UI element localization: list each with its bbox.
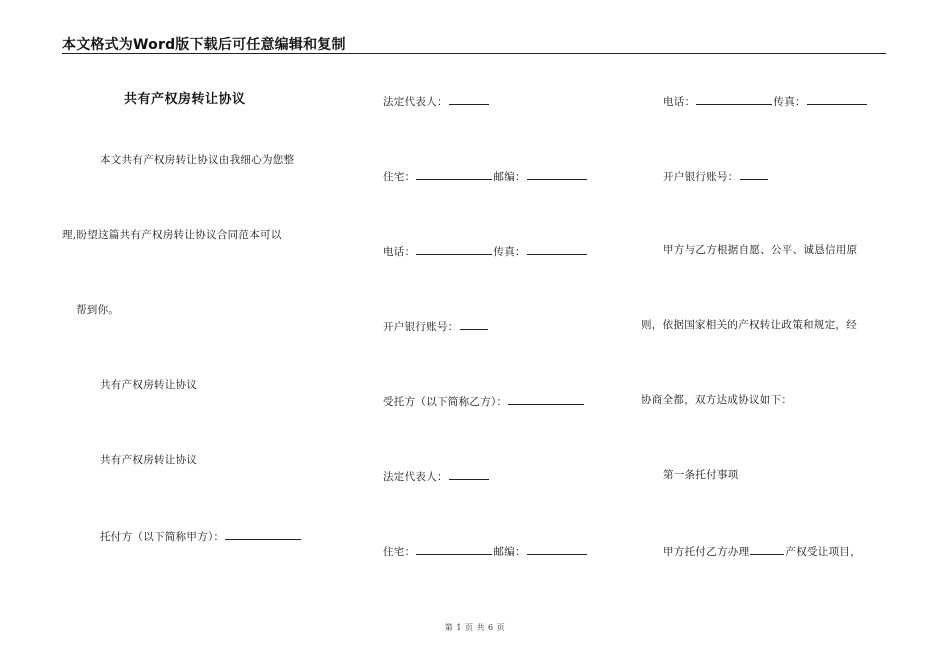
fax-label-2: 传真：	[773, 96, 806, 108]
party-a-line	[100, 528, 302, 544]
phone-line-1	[383, 243, 588, 259]
postcode-label-2: 邮编：	[493, 546, 526, 558]
clause-line-3: 协商全都，双方达成协议如下：	[641, 394, 793, 406]
legal-rep-line-1	[383, 93, 490, 109]
phone-blank-2	[696, 93, 772, 105]
phone-blank-1	[416, 243, 492, 255]
article-1-line	[663, 543, 861, 559]
postcode-blank-1	[527, 168, 587, 180]
party-b-line	[383, 393, 585, 409]
address-label-2: 住宅：	[383, 546, 416, 558]
bank-account-line-2	[663, 168, 769, 184]
article-1-text-b: 产权受让项目，	[785, 546, 862, 558]
phone-label-2: 电话：	[663, 96, 696, 108]
phone-label-1: 电话：	[383, 246, 416, 258]
legal-rep-label-1: 法定代表人：	[383, 96, 448, 108]
legal-rep-label-2: 法定代表人：	[383, 471, 448, 483]
clause-line-2: 则，依据国家相关的产权转让政策和规定，经	[641, 319, 857, 331]
bank-account-label-2: 开户银行账号：	[663, 171, 739, 183]
document-title: 共有产权房转让协议	[124, 92, 246, 107]
subtitle-1: 共有产权房转让协议	[100, 379, 198, 391]
page-number: 第 1 页 共 6 页	[444, 623, 506, 632]
address-line-1	[383, 168, 588, 184]
fax-blank-2	[807, 93, 867, 105]
intro-line-1: 本文共有产权房转让协议由我细心为您整	[100, 154, 295, 166]
address-blank-2	[416, 543, 492, 555]
postcode-label-1: 邮编：	[493, 171, 526, 183]
bank-account-blank-1	[460, 318, 488, 330]
article-1-text-a: 甲方托付乙方办理	[663, 546, 750, 558]
postcode-blank-2	[527, 543, 587, 555]
party-b-label: 受托方（以下简称乙方）：	[383, 396, 508, 408]
legal-rep-line-2	[383, 468, 490, 484]
address-label-1: 住宅：	[383, 171, 416, 183]
bank-account-line-1	[383, 318, 489, 334]
address-blank-1	[416, 168, 492, 180]
bank-account-blank-2	[740, 168, 768, 180]
clause-line-1: 甲方与乙方根据自愿、公平、诚恳信用原	[663, 244, 858, 256]
legal-rep-blank-1	[449, 93, 489, 105]
intro-line-2: 理,盼望这篇共有产权房转让协议合同范本可以	[62, 229, 282, 241]
phone-line-2	[663, 93, 868, 109]
party-b-blank	[508, 393, 584, 405]
party-a-label: 托付方（以下简称甲方）：	[100, 531, 225, 543]
article-1-blank	[750, 543, 784, 555]
header-rule	[62, 53, 886, 54]
party-a-blank	[225, 528, 301, 540]
subtitle-2: 共有产权房转让协议	[100, 454, 198, 466]
fax-label-1: 传真：	[493, 246, 526, 258]
bank-account-label-1: 开户银行账号：	[383, 321, 459, 333]
intro-line-3: 帮到你。	[76, 304, 120, 316]
fax-blank-1	[527, 243, 587, 255]
article-1-title: 第一条托付事项	[663, 469, 739, 481]
address-line-2	[383, 543, 588, 559]
header-title: 本文格式为Word版下载后可任意编辑和复制	[62, 37, 346, 53]
legal-rep-blank-2	[449, 468, 489, 480]
